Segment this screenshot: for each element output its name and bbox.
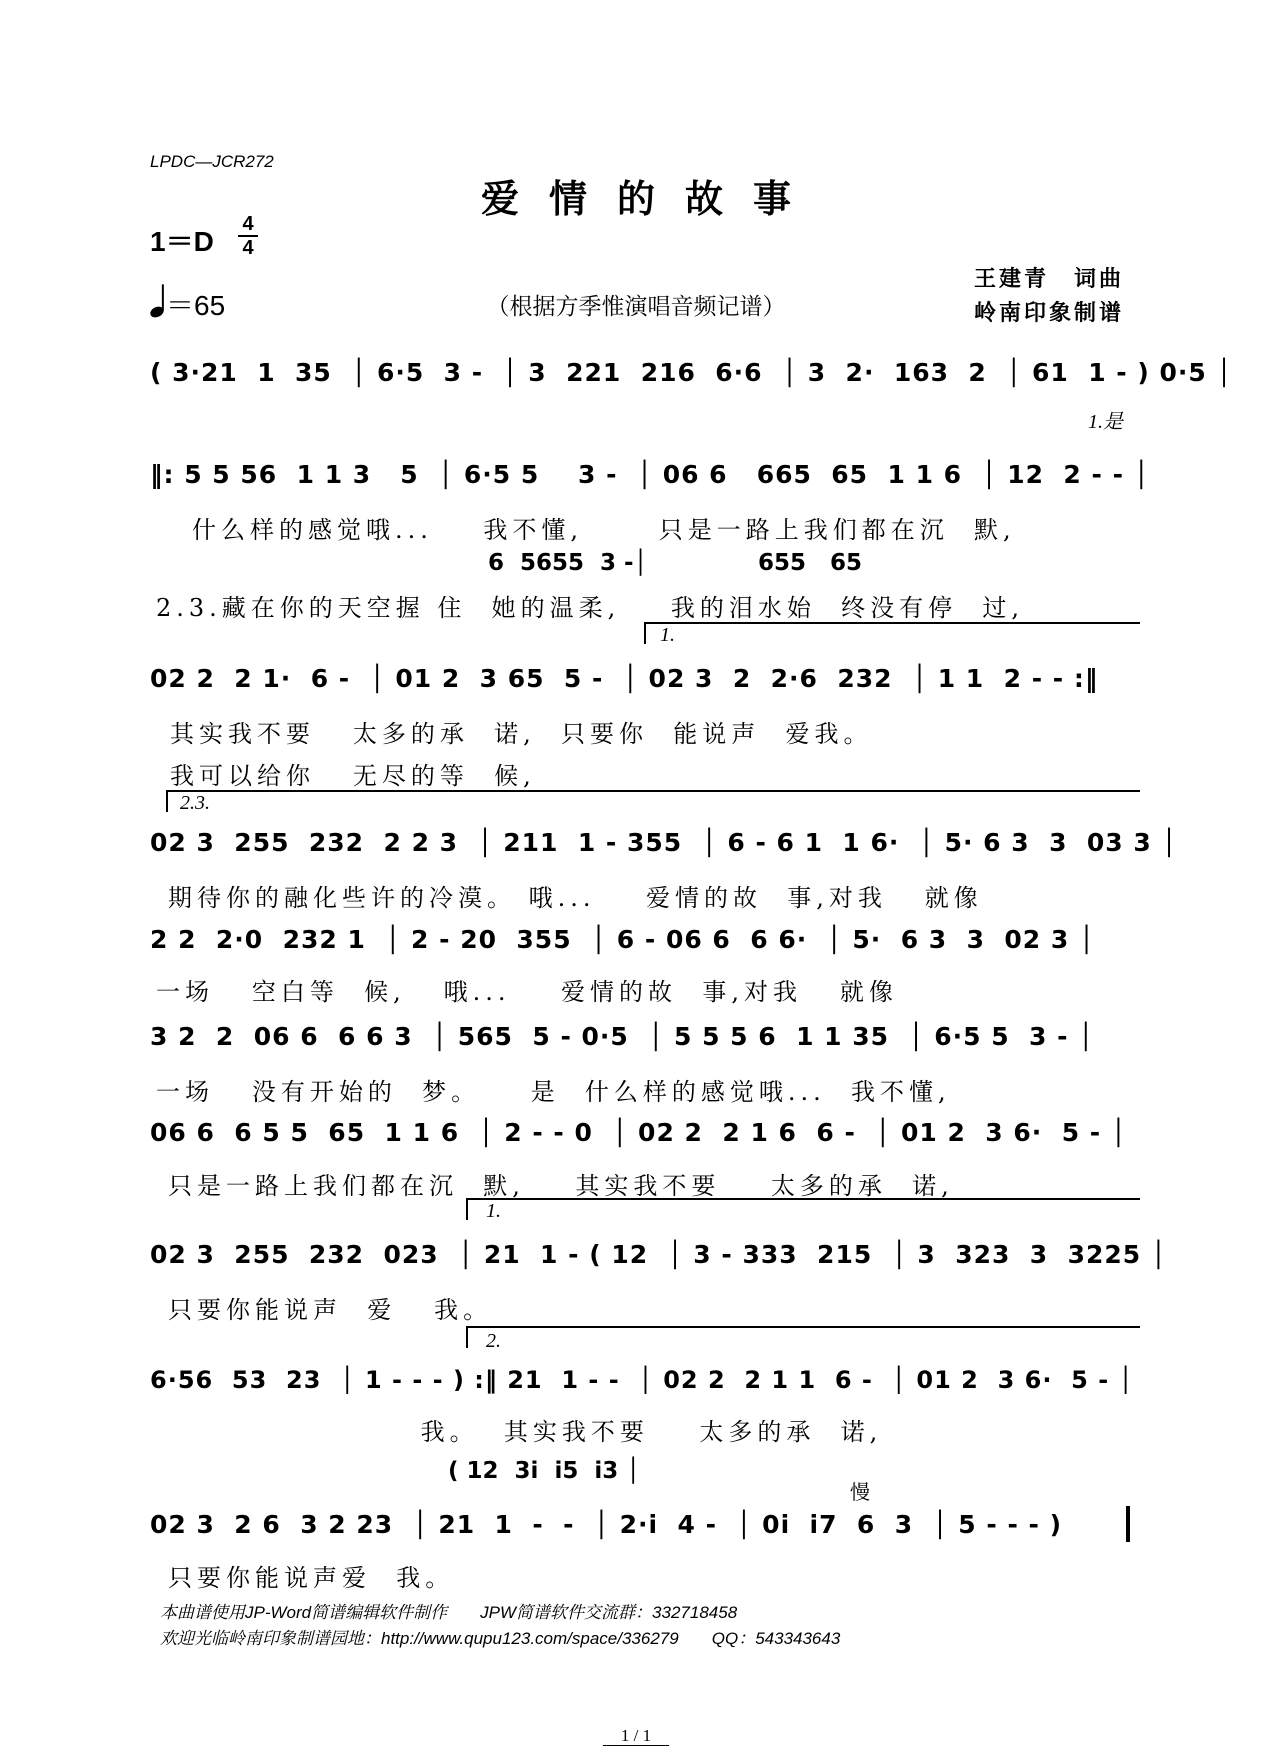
first-ending-bracket-2 bbox=[466, 1198, 1140, 1220]
alt-notes-b: 655 65 bbox=[758, 550, 863, 576]
ending-notes-row-2: 6·56 53 23 │ 1 - - - ) :‖ 21 1 - - │ 02 2 2 1 1 6 - │ 01 2 3 6· 5 - │ bbox=[150, 1366, 1134, 1394]
second-ending-label-2: 2. bbox=[486, 1330, 501, 1352]
bridge-notes-row-3: 3 2 2 06 6 6 6 3 │ 565 5 - 0·5 │ 5 5 5 6 1 1 35 │ 6·5 5 3 - │ bbox=[150, 1022, 1095, 1051]
bridge-lyric-row-2: 一场 空白等 候, 哦... 爱情的故 事,对我 就像 bbox=[156, 978, 898, 1006]
bridge-notes-row-1: 02 3 255 232 2 2 3 │ 211 1 - 355 │ 6 - 6 1 1 6· │ 5· 6 3 3 03 3 │ bbox=[150, 828, 1178, 857]
bridge-lyric-row-3: 一场 没有开始的 梦。 是 什么样的感觉哦... 我不懂, bbox=[156, 1078, 951, 1106]
subtitle: （根据方季惟演唱音频记谱） bbox=[486, 294, 786, 320]
verse1-pickup-lyric: 1.是 bbox=[1088, 411, 1123, 433]
chorus-lyric-row: 其实我不要 太多的承 诺, 只要你 能说声 爱我。 bbox=[170, 720, 873, 748]
reprise-lyric-row: 只是一路上我们都在沉 默, 其实我不要 太多的承 诺, bbox=[168, 1172, 954, 1200]
time-signature-bottom: 4 bbox=[242, 237, 254, 259]
intro-notes: ( 3·21 1 35 │ 6·5 3 - │ 3 221 216 6·6 │ 3 2· 163 2 │ 61 1 - ) 0·5 │ bbox=[150, 358, 1233, 387]
tempo-value: ＝65 bbox=[166, 290, 226, 321]
alt-notes-a: 6 5655 3 -│ bbox=[488, 550, 648, 576]
bridge-lyric-row-1: 期待你的融化些许的冷漠。 哦... 爱情的故 事,对我 就像 bbox=[168, 884, 983, 912]
first-ending-bracket bbox=[644, 622, 1140, 644]
verse-lyric-row: 什么样的感觉哦... 我不懂, 只是一路上我们都在沉 默, bbox=[192, 516, 1016, 544]
chorus-lyric-row-alt: 我可以给你 无尽的等 候, bbox=[170, 762, 536, 790]
chorus-notes-row: 02 2 2 1· 6 - │ 01 2 3 65 5 - │ 02 3 2 2·6 232 │ 1 1 2 - - :‖ bbox=[150, 664, 1099, 693]
ending-lyric-row-2: 我。 其实我不要 太多的承 诺, bbox=[168, 1418, 883, 1446]
time-signature bbox=[238, 214, 258, 258]
verse-notes-row: ‖: 5 5 56 1 1 3 5 │ 6·5 5 3 - │ 06 6 665 65 1 1 6 │ 12 2 - - │ bbox=[150, 460, 1150, 489]
first-ending-label: 1. bbox=[660, 624, 675, 646]
second-ending-label: 2.3. bbox=[180, 792, 210, 814]
score-code: LPDC—JCR272 bbox=[150, 152, 274, 171]
bridge-notes-row-2: 2 2 2·0 232 1 │ 2 - 20 355 │ 6 - 06 6 6 6· │ 5· 6 3 3 02 3 │ bbox=[150, 925, 1096, 954]
ending-lyric-row-1: 只要你能说声 爱 我。 bbox=[168, 1296, 493, 1324]
ending-notes-row-1: 02 3 255 232 023 │ 21 1 - ( 12 │ 3 - 333 215 │ 3 323 3 3225 │ bbox=[150, 1240, 1167, 1269]
credit-notation: 岭南印象制谱 bbox=[973, 300, 1124, 326]
page-number-text: 1 / 1 bbox=[603, 1726, 669, 1746]
tempo-slow-mark: 慢 bbox=[850, 1480, 870, 1504]
verse-lyric-row-alt: 2.3.藏在你的天空握 住 她的温柔, 我的泪水始 终没有停 过, bbox=[156, 594, 1024, 622]
final-barline bbox=[1126, 1506, 1130, 1542]
time-signature-top: 4 bbox=[242, 213, 254, 235]
credit-author: 王建青 词曲 bbox=[973, 266, 1124, 292]
page-title: 爱情的故事 bbox=[480, 176, 821, 221]
second-ending-bracket-2 bbox=[466, 1326, 1140, 1348]
footer-software-note: 本曲谱使用JP-Word简谱编辑软件制作 JPW简谱软件交流群：332718458 bbox=[160, 1603, 738, 1622]
page-number bbox=[0, 1726, 1272, 1746]
second-ending-bracket bbox=[166, 790, 1140, 812]
key-signature: 1＝D bbox=[150, 226, 214, 257]
coda-notes-row: 02 3 2 6 3 2 23 │ 21 1 - - │ 2·i 4 - │ 0i i7 6 3 │ 5 - - - ) bbox=[150, 1510, 1063, 1539]
coda-lead-in-notes: ( 12 3i i5 i3 │ bbox=[448, 1458, 641, 1484]
footer-website-note: 欢迎光临岭南印象制谱园地：http://www.qupu123.com/space/336279 QQ：543343643 bbox=[160, 1629, 841, 1648]
coda-lyric-row: 只要你能说声爱 我。 bbox=[168, 1564, 455, 1592]
first-ending-label-2: 1. bbox=[486, 1200, 501, 1222]
reprise-notes-row: 06 6 6 5 5 65 1 1 6 │ 2 - - 0 │ 02 2 2 1 6 6 - │ 01 2 3 6· 5 - │ bbox=[150, 1118, 1127, 1147]
